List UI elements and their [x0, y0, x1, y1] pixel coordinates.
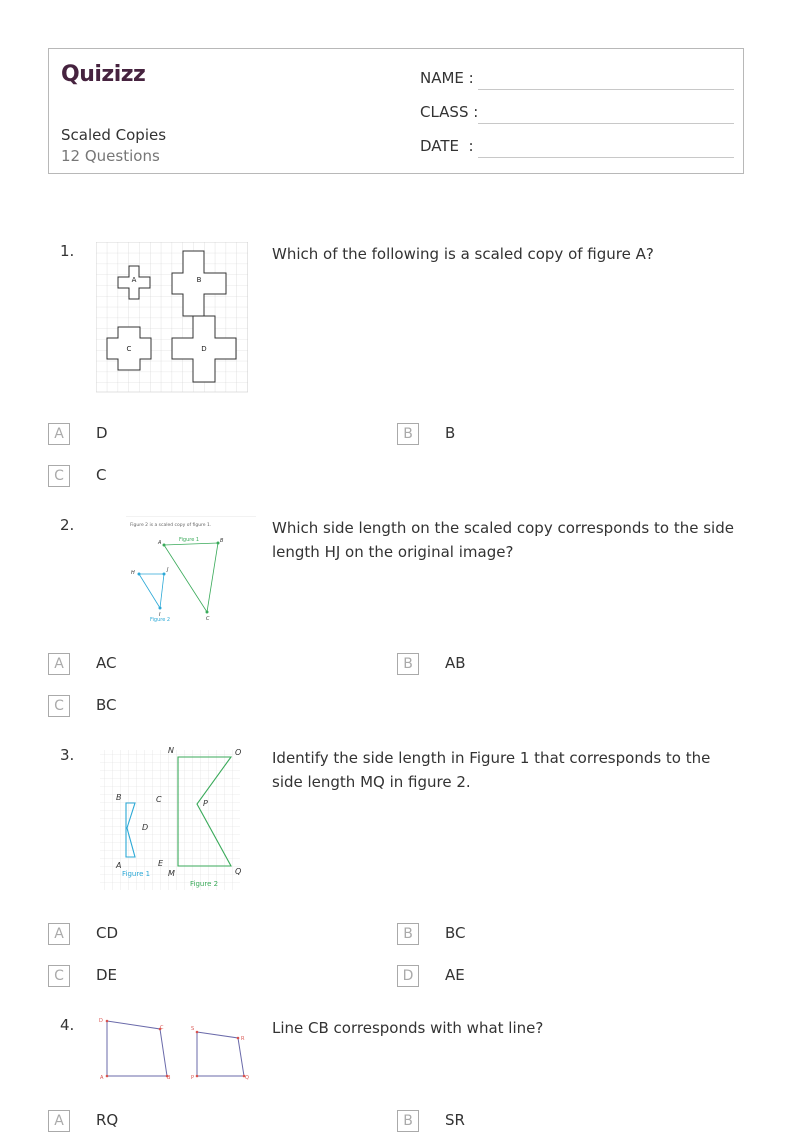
question-number: 3. [60, 746, 75, 764]
option-letter-box[interactable]: A [48, 653, 70, 675]
option-letter-box[interactable]: B [397, 423, 419, 445]
vertex-a: A [158, 540, 162, 546]
figure-label-a: A [131, 276, 137, 284]
vertex-q: Q [245, 1075, 249, 1081]
option-letter-box[interactable]: A [48, 923, 70, 945]
class-line[interactable] [478, 123, 734, 124]
question-text: Line CB corresponds with what line? [272, 1019, 544, 1037]
option-letter-box[interactable]: A [48, 1110, 70, 1132]
option-letter-box[interactable]: A [48, 423, 70, 445]
vertex-b: B [167, 1075, 171, 1081]
vertex-m: M [168, 869, 175, 878]
option-text: D [96, 424, 108, 442]
option-text: BC [96, 696, 117, 714]
vertex-j: J [167, 567, 169, 573]
worksheet-header [48, 48, 744, 174]
option-letter-box[interactable]: C [48, 695, 70, 717]
vertex-b: B [220, 538, 224, 544]
question-number: 1. [60, 242, 75, 260]
option-letter-box[interactable]: C [48, 965, 70, 987]
question-text: Identify the side length in Figure 1 that corresponds to the side length MQ in figure 2. [272, 749, 711, 791]
vertex-c: C [156, 795, 162, 804]
option-text: DE [96, 966, 118, 984]
option-letter-box[interactable]: D [397, 965, 419, 987]
class-label: CLASS : [420, 103, 479, 121]
vertex-o: O [235, 748, 242, 757]
date-line[interactable] [478, 157, 734, 158]
option-text: CD [96, 924, 119, 942]
figure-1-label: Figure 1 [122, 870, 151, 878]
vertex-s: S [191, 1026, 195, 1032]
option-letter-box[interactable]: C [48, 465, 70, 487]
figure-label-d: D [201, 345, 207, 353]
figure-1-label: Figure 1 [179, 537, 200, 543]
vertex-c: C [160, 1025, 164, 1031]
option-text: AE [445, 966, 465, 984]
question-count: 12 Questions [61, 147, 160, 165]
question-number: 4. [60, 1016, 75, 1034]
vertex-e: E [158, 859, 164, 868]
quizizz-logo [61, 59, 153, 87]
vertex-p: P [191, 1075, 195, 1081]
svg-text:Quizizz: Quizizz [61, 62, 146, 87]
option-letter-box[interactable]: B [397, 653, 419, 675]
option-letter-box[interactable]: B [397, 923, 419, 945]
vertex-r: R [241, 1036, 245, 1042]
question-text: Which side length on the scaled copy corresponds to the side length HJ on the original image? [272, 519, 734, 561]
vertex-d: D [99, 1018, 103, 1024]
polygon-figures-image [96, 746, 248, 892]
question-number: 2. [60, 516, 75, 534]
vertex-i: I [159, 612, 161, 618]
triangles-image [96, 516, 256, 626]
name-line[interactable] [478, 89, 734, 90]
vertex-c: C [206, 616, 210, 622]
question-text: Which of the following is a scaled copy of figure A? [272, 245, 654, 263]
vertex-b: B [116, 793, 122, 802]
option-text: AC [96, 654, 117, 672]
vertex-p: P [203, 799, 208, 808]
vertex-n: N [168, 746, 174, 755]
quadrilaterals-image [96, 1016, 256, 1086]
figure-label-b: B [196, 276, 202, 284]
vertex-d: D [142, 823, 149, 832]
option-text: SR [445, 1111, 465, 1129]
figure-2-label: Figure 2 [190, 880, 219, 888]
vertex-a: A [100, 1075, 104, 1081]
cross-figures-image [96, 242, 248, 394]
option-text: RQ [96, 1111, 119, 1129]
vertex-q: Q [235, 867, 242, 876]
vertex-h: H [131, 570, 135, 576]
figure-2-label: Figure 2 [150, 617, 171, 623]
option-text: C [96, 466, 107, 484]
worksheet-title: Scaled Copies [61, 126, 167, 144]
date-label: DATE : [420, 137, 474, 155]
option-text: BC [445, 924, 466, 942]
figure-caption: Figure 2 is a scaled copy of figure 1. [130, 523, 212, 528]
figure-label-c: C [126, 345, 132, 353]
option-text: AB [445, 654, 466, 672]
option-letter-box[interactable]: B [397, 1110, 419, 1132]
name-label: NAME : [420, 69, 474, 87]
vertex-a: A [116, 861, 122, 870]
option-text: B [445, 424, 456, 442]
